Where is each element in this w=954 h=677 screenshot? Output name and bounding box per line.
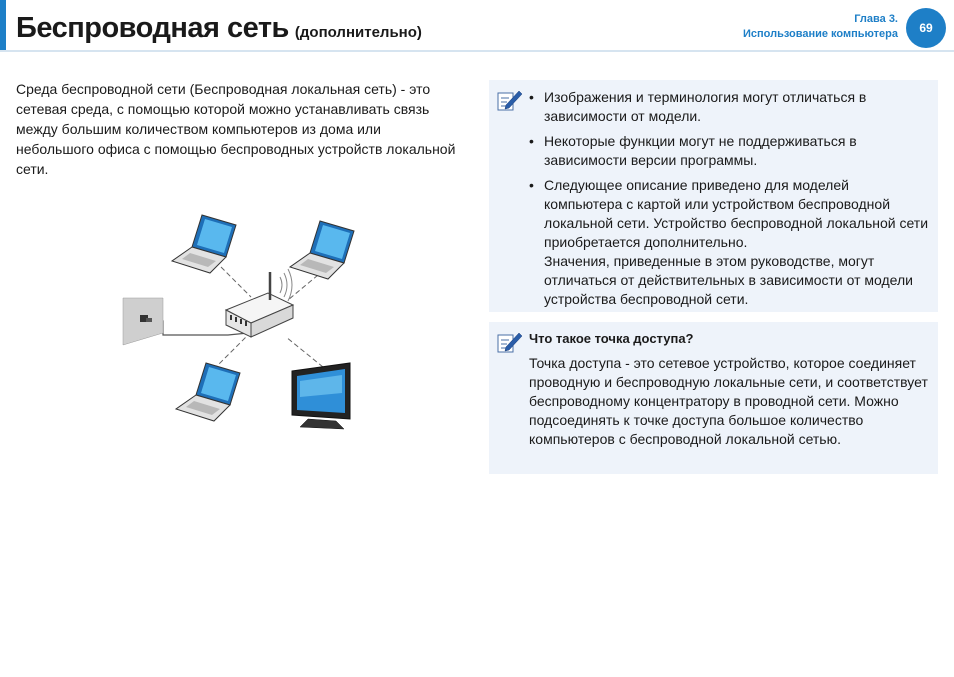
header-divider	[0, 50, 954, 52]
header-accent-bar	[0, 0, 6, 50]
access-point-heading: Что такое точка доступа?	[529, 331, 694, 346]
note-box-access-point	[489, 322, 938, 474]
page-title-main: Беспроводная сеть	[16, 12, 289, 44]
wireless-link-top-right	[288, 275, 318, 300]
note-pencil-icon	[497, 88, 523, 112]
wireless-network-diagram	[118, 205, 368, 435]
wall-socket-icon	[123, 298, 163, 345]
note-pencil-icon	[497, 330, 523, 354]
note-item-continued: Значения, приведенные в этом руководстве, могут отличаться от действительных в зависимости от модели устройства беспроводной сети.	[544, 253, 913, 307]
wireless-link-bottom-right	[286, 337, 323, 367]
access-point-description: Точка доступа - это сетевое устройство, которое соединяет проводную и беспроводную локальные сети, и соответствует беспроводному концентратору в проводной сети. Можно подсоединять к точке доступа большое количество компьютеров с беспроводной локальной сетью.	[529, 355, 928, 447]
intro-paragraph: Среда беспроводной сети (Беспроводная локальная сеть) - это сетевая среда, с помощью которой можно устанавливать связь между большим количеством компьютеров из дома или небольшого офиса с помощью беспроводных устройств локальной сети.	[16, 81, 456, 177]
chapter-name: Использование компьютера	[742, 28, 898, 40]
page-number-badge: 69	[906, 8, 946, 48]
chapter-number: Глава 3.	[854, 13, 898, 25]
access-point-icon	[226, 269, 293, 337]
wireless-link-top-left	[221, 267, 251, 297]
page-title-sub: (дополнительно)	[294, 24, 422, 41]
note-list	[529, 88, 931, 315]
note-box-disclaimer	[489, 80, 938, 312]
note-item: • Следующее описание приведено для моделей компьютера с картой или устройством беспроводной локальной сети. Устройство беспроводной локальной сети приобретается дополнительно.	[529, 176, 931, 252]
note-item: • Изображения и терминология могут отличаться в зависимости от модели.	[529, 88, 931, 126]
laptop-icon	[176, 363, 240, 421]
monitor-icon	[292, 363, 350, 429]
page-title	[16, 8, 422, 45]
laptop-icon	[290, 221, 354, 279]
laptop-icon	[172, 215, 236, 273]
note-item: • Некоторые функции могут не поддерживаться в зависимости версии программы.	[529, 132, 931, 170]
chapter-label	[743, 12, 898, 42]
